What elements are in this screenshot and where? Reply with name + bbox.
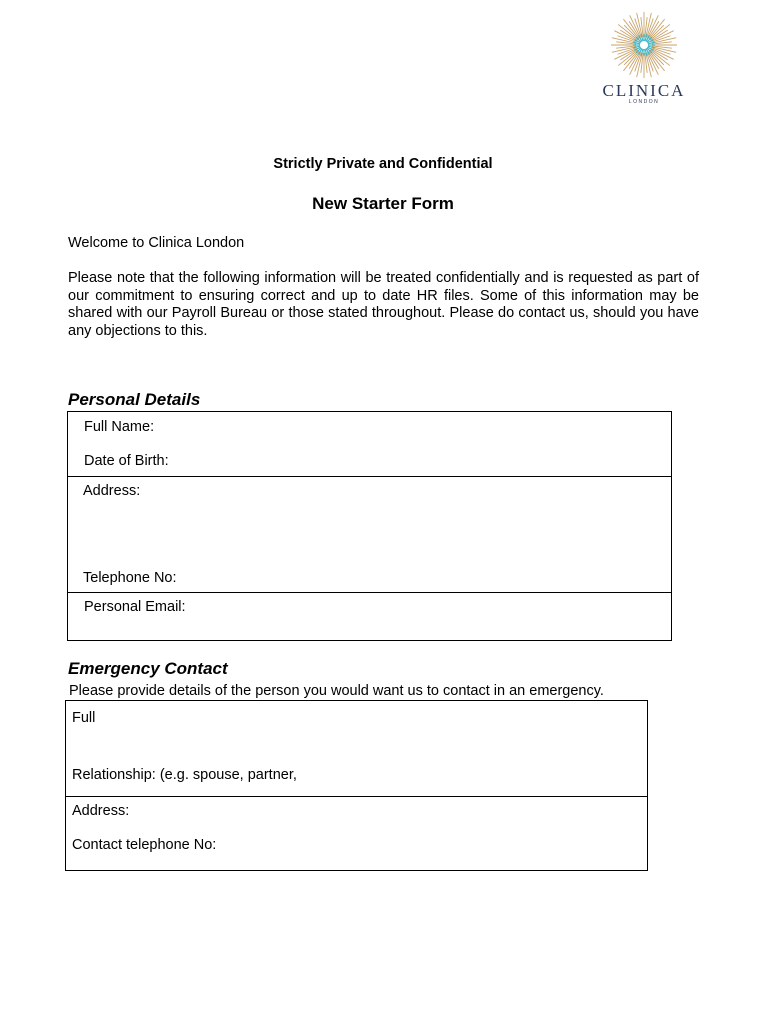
telephone-label: Telephone No:: [83, 570, 177, 586]
personal-details-heading: Personal Details: [68, 390, 201, 409]
welcome-text: Welcome to Clinica London: [68, 235, 245, 251]
emergency-instruction: Please provide details of the person you would want us to contact in an emergency.: [69, 683, 604, 699]
contact-telephone-label: Contact telephone No:: [72, 837, 217, 853]
confidentiality-note: Please note that the following information will be treated confidentially and is requested as part of our commitment to ensuring correct and up to date HR files. Some of this information may be shared with our Payroll Bureau or those stated throughout. Please do contact us, should you have any objections to this.: [68, 270, 699, 339]
form-title: New Starter Form: [312, 194, 454, 213]
emergency-row-address-phone: [66, 796, 647, 871]
logo-wordmark: CLINICA: [602, 81, 686, 100]
address-label: Address:: [83, 483, 141, 499]
personal-email-label: Personal Email:: [84, 599, 186, 615]
emergency-row-name-relationship: [66, 701, 647, 796]
emergency-full-name-label: Full: [72, 710, 96, 726]
clinica-logo: [596, 10, 692, 110]
full-name-label: Full Name:: [84, 419, 155, 435]
personal-row-name-dob: [68, 412, 671, 476]
personal-details-table: [67, 411, 672, 641]
emergency-contact-table: [65, 700, 648, 871]
logo-subtitle: LONDON: [628, 99, 660, 105]
confidential-heading: Strictly Private and Confidential: [273, 156, 493, 172]
relationship-label: Relationship: (e.g. spouse, partner,: [72, 767, 297, 783]
emergency-contact-heading: Emergency Contact: [68, 659, 228, 678]
personal-row-address-phone: [68, 476, 671, 593]
emergency-address-label: Address:: [72, 803, 130, 819]
personal-row-email: [68, 592, 671, 641]
sunburst-icon: [609, 10, 679, 80]
date-of-birth-label: Date of Birth:: [84, 453, 169, 469]
